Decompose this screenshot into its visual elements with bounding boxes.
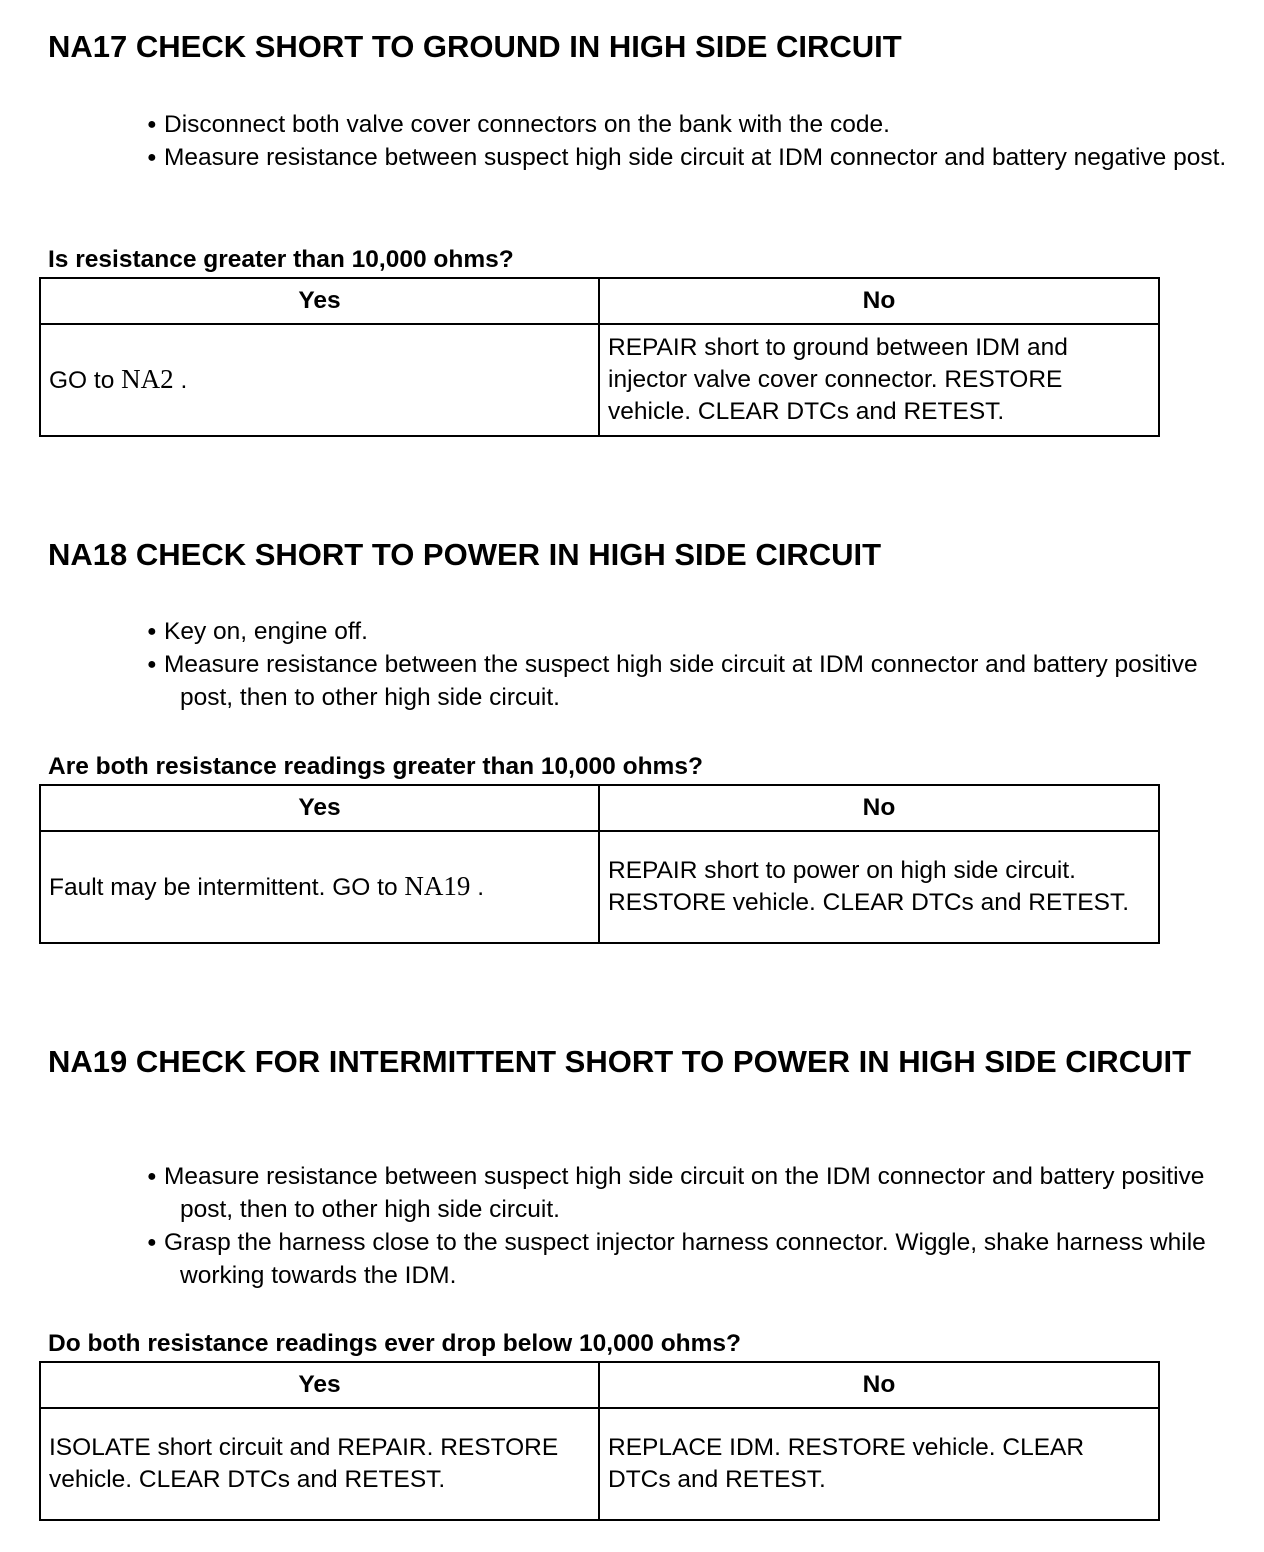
step-item: ● Disconnect both valve cover connectors on the bank with the code. xyxy=(130,108,1240,141)
yes-cell: GO to NA2 . xyxy=(40,324,599,436)
no-header: No xyxy=(599,278,1159,324)
decision-question: Are both resistance readings greater than 10,000 ohms? xyxy=(48,753,703,780)
yes-cell: ISOLATE short circuit and REPAIR. RESTORE vehicle. CLEAR DTCs and RETEST. xyxy=(40,1408,599,1520)
section-title: NA19 CHECK FOR INTERMITTENT SHORT TO POWER IN HIGH SIDE CIRCUIT xyxy=(48,1044,1192,1079)
step-item: ● Measure resistance between the suspect high side circuit at IDM connector and battery positive post, then to other high side circuit. xyxy=(130,648,1240,714)
yes-header: Yes xyxy=(40,278,599,324)
no-cell: REPLACE IDM. RESTORE vehicle. CLEAR DTCs and RETEST. xyxy=(599,1408,1159,1520)
yes-cell: Fault may be intermittent. GO to NA19 . xyxy=(40,831,599,943)
no-header: No xyxy=(599,1362,1159,1408)
step-list xyxy=(130,108,1240,174)
section-title: NA17 CHECK SHORT TO GROUND IN HIGH SIDE CIRCUIT xyxy=(48,29,902,64)
decision-question: Do both resistance readings ever drop below 10,000 ohms? xyxy=(48,1330,742,1357)
step-list xyxy=(130,1160,1240,1292)
step-item: ● Measure resistance between suspect high side circuit on the IDM connector and battery positive post, then to other high side circuit. xyxy=(130,1160,1240,1226)
yes-header: Yes xyxy=(40,785,599,831)
decision-table xyxy=(39,1361,1160,1521)
bullet-icon: ● xyxy=(147,1168,157,1185)
section-title: NA18 CHECK SHORT TO POWER IN HIGH SIDE CIRCUIT xyxy=(48,537,882,572)
step-item: ● Grasp the harness close to the suspect injector harness connector. Wiggle, shake harness while working towards the IDM. xyxy=(130,1226,1240,1292)
no-cell: REPAIR short to power on high side circuit. RESTORE vehicle. CLEAR DTCs and RETEST. xyxy=(599,831,1159,943)
goto-link[interactable]: NA19 xyxy=(404,871,471,901)
bullet-icon: ● xyxy=(147,656,157,673)
decision-table xyxy=(39,277,1160,437)
bullet-icon: ● xyxy=(147,116,157,133)
step-item: ● Key on, engine off. xyxy=(130,615,1240,648)
yes-header: Yes xyxy=(40,1362,599,1408)
decision-table xyxy=(39,784,1160,944)
bullet-icon: ● xyxy=(147,149,157,166)
bullet-icon: ● xyxy=(147,623,157,640)
step-list xyxy=(130,615,1240,714)
no-cell: REPAIR short to ground between IDM and injector valve cover connector. RESTORE vehicle. CLEAR DTCs and RETEST. xyxy=(599,324,1159,436)
bullet-icon: ● xyxy=(147,1234,157,1251)
goto-link[interactable]: NA2 xyxy=(121,364,174,394)
no-header: No xyxy=(599,785,1159,831)
decision-question: Is resistance greater than 10,000 ohms? xyxy=(48,246,514,273)
step-item: ● Measure resistance between suspect high side circuit at IDM connector and battery negative post. xyxy=(130,141,1240,174)
